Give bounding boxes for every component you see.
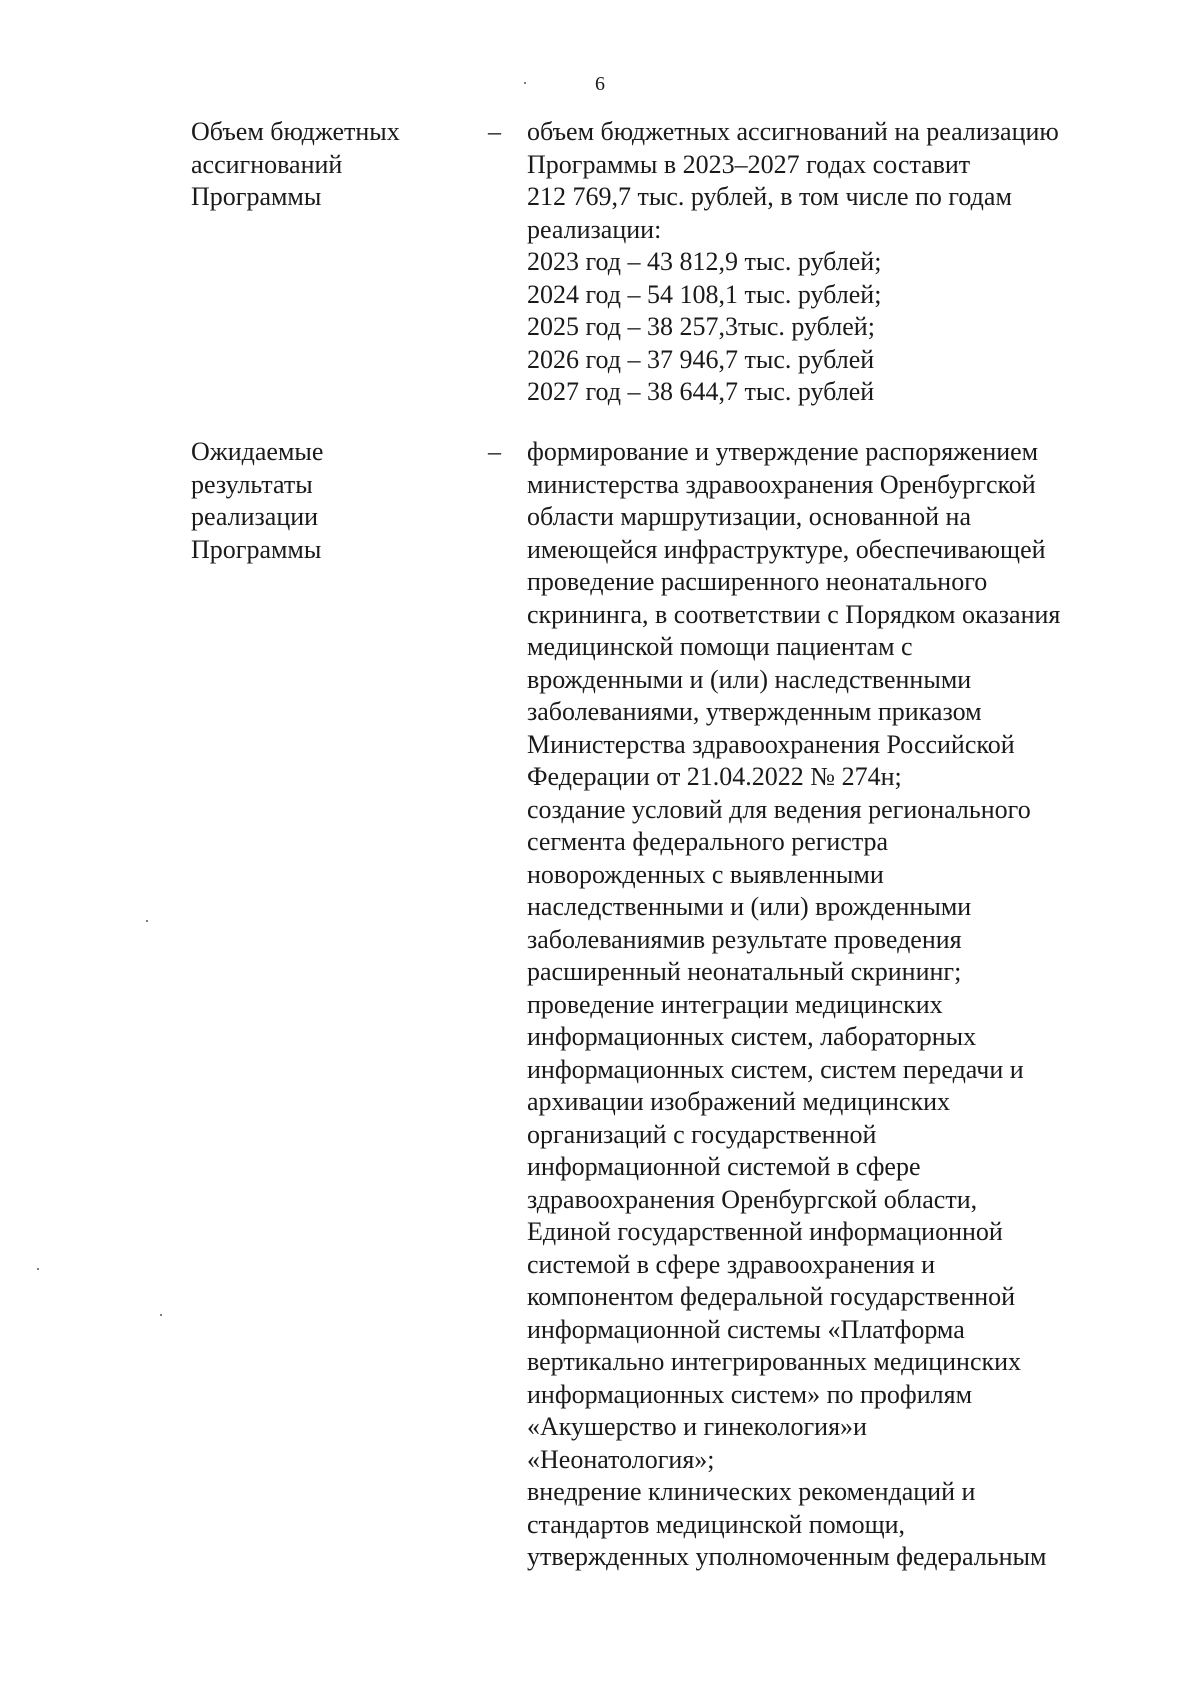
content-line: внедрение клинических рекомендаций и <box>527 1477 976 1506</box>
page-number: 6 <box>595 73 605 95</box>
content-line: стандартов медицинской помощи, <box>527 1509 906 1539</box>
results-dash: – <box>488 437 501 466</box>
content-line: Федерации от 21.04.2022 № 274н; <box>527 762 902 791</box>
results-content <box>527 436 1137 1574</box>
label-line: результаты <box>191 469 313 499</box>
label-line: Ожидаемые <box>191 437 324 466</box>
content-line: проведение интеграции медицинских <box>527 989 943 1019</box>
content-line: информационных систем, лабораторных <box>527 1022 977 1051</box>
content-line: «Акушерство и гинекология»и <box>527 1412 867 1441</box>
content-line: наследственными и (или) врожденными <box>527 892 972 921</box>
budget-content <box>527 116 1137 409</box>
content-line: проведение расширенного неонатального <box>527 567 988 596</box>
content-line: новорожденных с выявленными <box>527 859 884 889</box>
content-line: информационной системой в сфере <box>527 1152 921 1181</box>
content-line: 2024 год – 54 108,1 тыс. рублей; <box>527 279 882 309</box>
label-line: реализации <box>191 502 319 531</box>
budget-label <box>191 116 461 214</box>
budget-dash: – <box>488 117 501 146</box>
content-line: имеющейся инфраструктуре, обеспечивающей <box>527 534 1046 564</box>
content-line: медицинской помощи пациентам с <box>527 632 913 661</box>
content-line: компонентом федеральной государственной <box>527 1282 1016 1311</box>
content-line: здравоохранения Оренбургской области, <box>527 1184 978 1214</box>
content-line: объем бюджетных ассигнований на реализацию <box>527 117 1059 146</box>
content-line: врожденными и (или) наследственными <box>527 664 972 694</box>
content-line: заболеваниями, утвержденным приказом <box>527 697 982 726</box>
content-line: информационных систем, систем передачи и <box>527 1054 1024 1084</box>
content-line: Программы в 2023–2027 годах составит <box>527 149 971 179</box>
content-line: расширенный неонатальный скрининг; <box>527 957 962 986</box>
content-line: 2023 год – 43 812,9 тыс. рублей; <box>527 247 882 276</box>
content-line: формирование и утверждение распоряжением <box>527 437 1039 466</box>
content-line: 2026 год – 37 946,7 тыс. рублей <box>527 344 875 374</box>
content-line: архивации изображений медицинских <box>527 1087 950 1116</box>
content-line: 212 769,7 тыс. рублей, в том числе по годам <box>527 182 1012 211</box>
content-line: утвержденных уполномоченным федеральным <box>527 1542 1047 1571</box>
content-line: организаций с государственной <box>527 1119 877 1149</box>
content-line: Министерства здравоохранения Российской <box>527 729 1015 759</box>
content-line: скрининга, в соответствии с Порядком оказания <box>527 599 1061 629</box>
content-line: вертикально интегрированных медицинских <box>527 1347 1022 1376</box>
label-line: ассигнований <box>191 149 343 179</box>
content-line: «Неонатология»; <box>527 1444 715 1474</box>
label-line: Программы <box>191 534 322 564</box>
content-line: создание условий для ведения регионального <box>527 794 1031 824</box>
content-line: реализации: <box>527 214 662 244</box>
scan-speck <box>160 1314 162 1316</box>
content-line: системой в сфере здравоохранения и <box>527 1249 936 1279</box>
content-line: Единой государственной информационной <box>527 1217 1003 1246</box>
results-label <box>191 436 461 566</box>
label-line: Объем бюджетных <box>191 117 400 146</box>
scan-speck <box>37 1268 39 1270</box>
content-line: информационной системы «Платформа <box>527 1314 965 1344</box>
content-line: сегмента федерального регистра <box>527 827 889 856</box>
label-line: Программы <box>191 182 322 211</box>
content-line: информационных систем» по профилям <box>527 1379 973 1409</box>
content-line: области маршрутизации, основанной на <box>527 502 972 531</box>
content-line: министерства здравоохранения Оренбургской <box>527 469 1036 499</box>
scan-speck <box>524 82 526 84</box>
scan-speck <box>146 920 148 922</box>
content-line: 2025 год – 38 257,3тыс. рублей; <box>527 312 875 341</box>
content-line: 2027 год – 38 644,7 тыс. рублей <box>527 377 875 406</box>
content-line: заболеваниямив результате проведения <box>527 924 962 954</box>
